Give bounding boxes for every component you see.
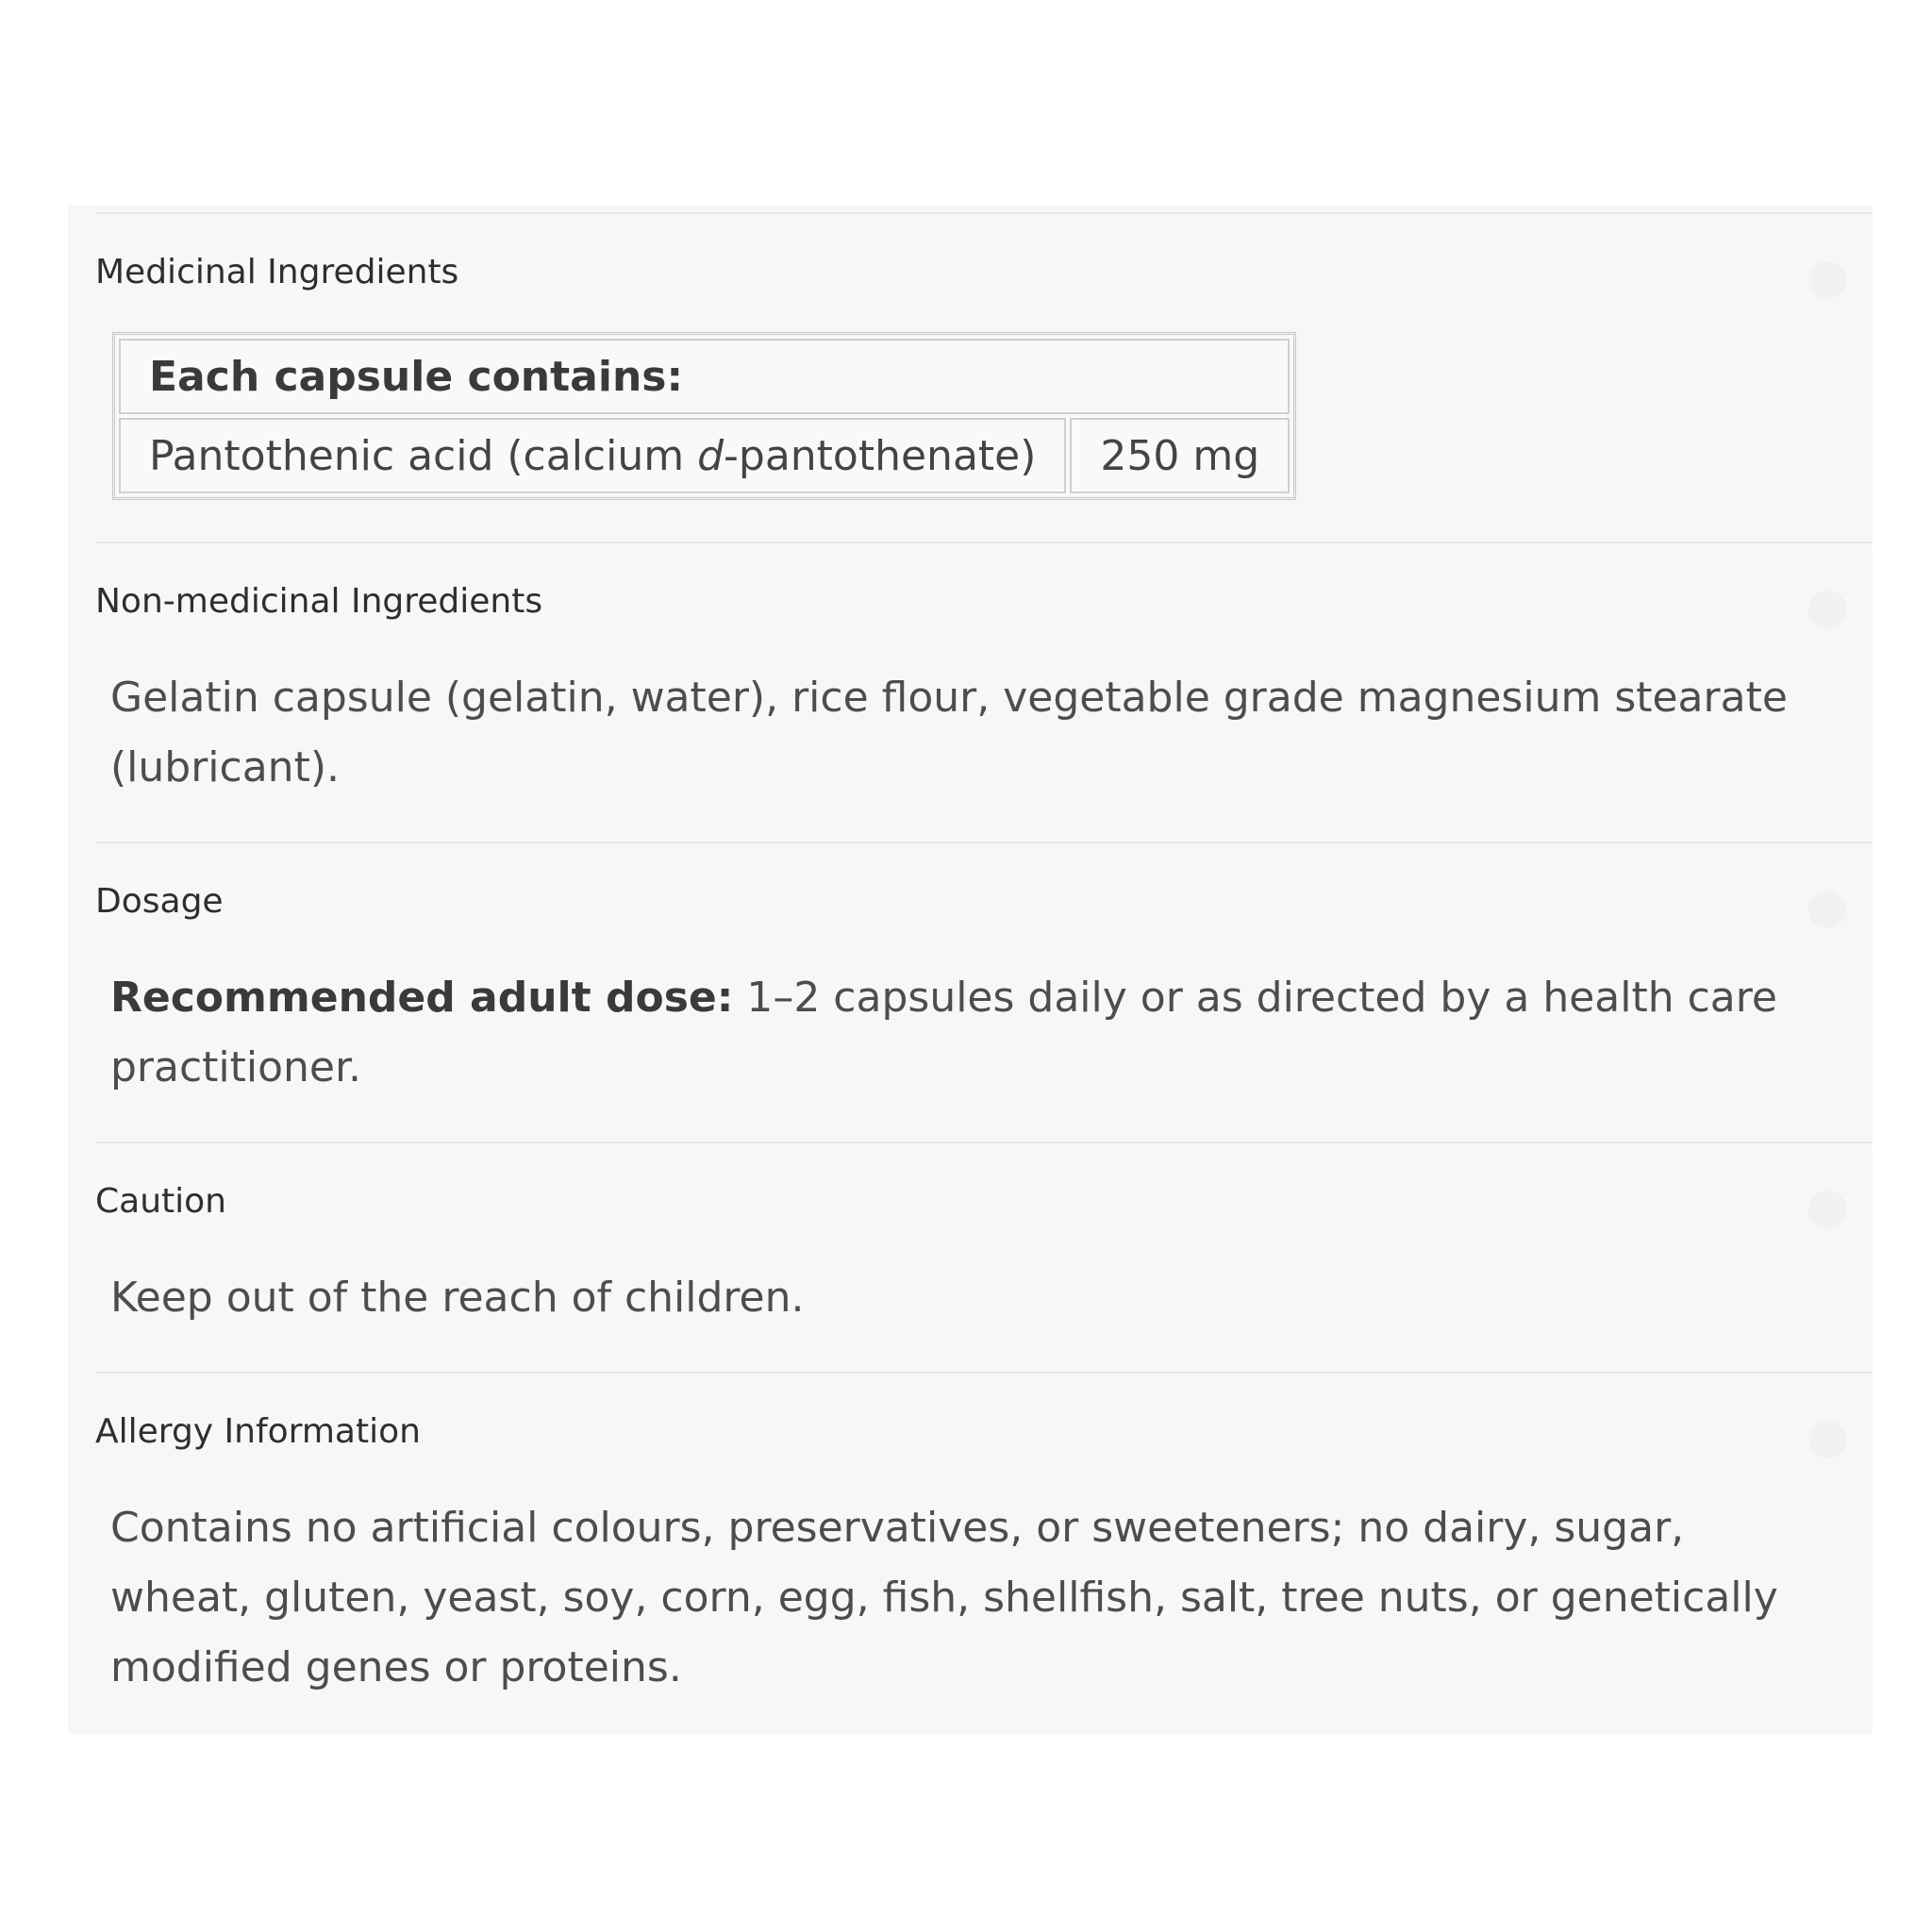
section-medicinal-ingredients <box>95 212 1873 480</box>
section-title[interactable]: Medicinal Ingredients <box>95 253 459 291</box>
expand-toggle-icon[interactable] <box>1808 891 1846 928</box>
section-body: Contains no artificial colours, preservatives, or sweeteners; no dairy, sugar, wheat, gluten, yeast, soy, corn, egg, fish, shellfish, salt, tree nuts, or genetically modified genes or proteins. <box>110 1504 1778 1691</box>
table-row <box>119 418 1290 493</box>
ingredients-table <box>112 332 1296 500</box>
dose-label: Recommended adult dose: <box>110 974 734 1022</box>
expand-toggle-icon[interactable] <box>1808 591 1846 628</box>
section-title[interactable]: Non-medicinal Ingredients <box>95 582 543 621</box>
ingredient-name-part: -pantothenate) <box>724 431 1037 480</box>
table-header-cell: Each capsule contains: <box>119 339 1290 414</box>
section-title[interactable]: Caution <box>95 1182 226 1221</box>
section-dosage <box>95 841 1873 1091</box>
section-body: Gelatin capsule (gelatin, water), rice flour, vegetable grade magnesium stearate (lubricant). <box>110 674 1788 791</box>
section-title[interactable]: Allergy Information <box>95 1412 421 1451</box>
ingredient-name-italic: d <box>697 431 724 480</box>
ingredient-amount-cell: 250 mg <box>1070 418 1290 493</box>
expand-toggle-icon[interactable] <box>1808 1191 1846 1228</box>
product-info-panel <box>68 206 1873 1734</box>
dose-text: 1–2 capsules daily or as directed by a health care practitioner. <box>110 974 1777 1091</box>
expand-toggle-icon[interactable] <box>1808 261 1846 299</box>
ingredient-name-cell <box>119 418 1066 493</box>
section-body: Keep out of the reach of children. <box>110 1274 805 1322</box>
section-allergy-information <box>95 1372 1873 1691</box>
expand-toggle-icon[interactable] <box>1808 1421 1846 1458</box>
section-non-medicinal-ingredients <box>95 541 1873 791</box>
section-title[interactable]: Dosage <box>95 882 224 921</box>
ingredient-name-part: Pantothenic acid (calcium <box>149 431 698 480</box>
section-body <box>110 963 1808 1103</box>
section-caution <box>95 1141 1873 1322</box>
table-header-row <box>119 339 1290 414</box>
